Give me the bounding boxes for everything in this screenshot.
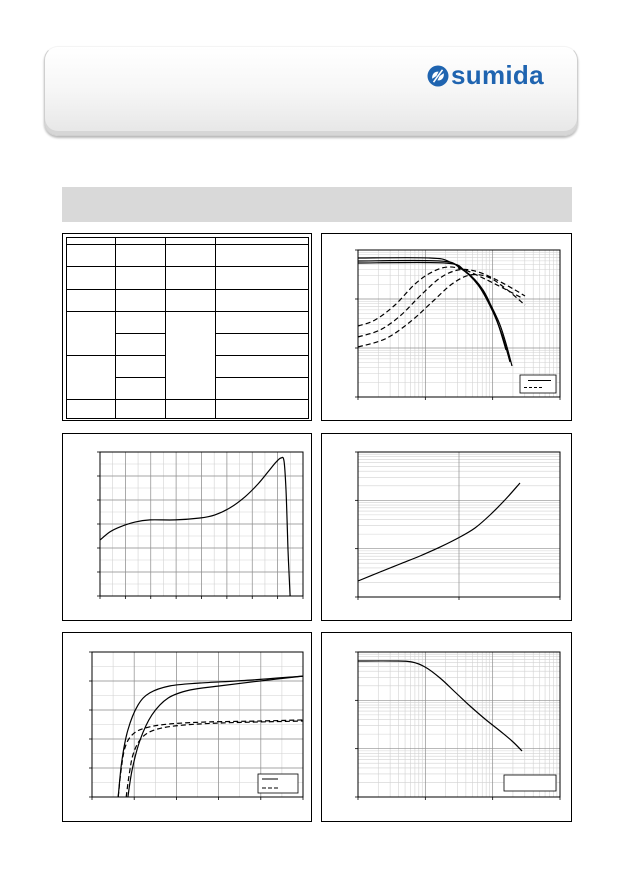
table-cell (216, 267, 309, 290)
table-cell (216, 312, 309, 334)
spec-table (66, 237, 309, 419)
table-cell (67, 238, 116, 245)
table-header-row (67, 238, 309, 245)
table-cell (67, 400, 116, 419)
table-cell (166, 312, 216, 400)
table-cell (67, 267, 116, 290)
table-cell (116, 290, 166, 312)
table-cell (166, 238, 216, 245)
chart-3 (358, 452, 560, 597)
table-cell (67, 290, 116, 312)
table-cell (116, 267, 166, 290)
table-cell (166, 400, 216, 419)
table-cell (216, 378, 309, 400)
table-cell (116, 245, 166, 267)
table-cell (216, 290, 309, 312)
table-row (67, 312, 309, 334)
chart-4-legend (258, 774, 298, 793)
table-cell (67, 245, 116, 267)
table-cell (166, 245, 216, 267)
table-cell (116, 312, 166, 334)
table-cell (67, 356, 116, 400)
table-cell (116, 334, 166, 356)
logo-wordmark: sumida (451, 60, 544, 90)
table-cell (116, 238, 166, 245)
chart-1-legend (520, 375, 556, 393)
table-cell (216, 400, 309, 419)
table-row (67, 245, 309, 267)
chart-4-legend-frame (258, 774, 298, 793)
table-row (67, 267, 309, 290)
table-cell (216, 245, 309, 267)
table-cell (166, 290, 216, 312)
table-cell (166, 267, 216, 290)
chart-5-legend-frame (504, 775, 556, 791)
table-cell (216, 238, 309, 245)
table-row (67, 290, 309, 312)
table-cell (116, 400, 166, 419)
sumida-logo-icon (427, 65, 449, 87)
title-bar (62, 187, 572, 222)
table-cell (67, 312, 116, 356)
chart-1-legend-frame (520, 375, 556, 393)
chart-2 (100, 452, 303, 596)
table-cell (116, 356, 166, 378)
table-cell (216, 334, 309, 356)
table-cell (216, 356, 309, 378)
chart-5-legend (504, 775, 556, 791)
table-row (67, 400, 309, 419)
table-cell (116, 378, 166, 400)
